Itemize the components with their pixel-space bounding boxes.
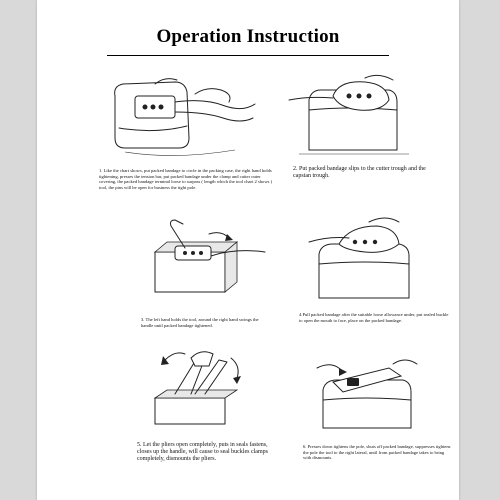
step-4-caption: 4.Pull packed bandage after the suitable loose allowance under, put sealed buckle to open the mouth to face, place on the packed bandage.	[299, 312, 449, 323]
step-5-illustration	[125, 338, 275, 433]
step-1-illustration	[95, 68, 265, 163]
step-2-illustration	[269, 70, 419, 160]
title-divider	[107, 55, 389, 56]
step-4-illustration	[299, 214, 429, 304]
step-1-caption: 1. Like the chart shows, put packed bandage to circle in the packing case, the right hand holds tightening, presses the tension bar, put packed bandage under the clamp and cutter outer covering, the packed bandage terminal loose to surpass ( length which the tool chart 2 shows ) tool, the pins will be open for business the tight pole.	[99, 168, 273, 191]
step-2-caption: 2. Put packed bandage slips to the cutter trough and the capstan trough.	[293, 166, 426, 180]
step-6-caption: 6. Presses down tightens the pole, shuts off packed bandage, suppresses tightens the pole the tool to the right lateral, until from packed bandage takes to bring with dismounts.	[303, 444, 451, 461]
step-3-caption: 3. The left hand holds the tool, around the right hand swings the handle until packed bandage tightened.	[141, 317, 259, 328]
instruction-sheet	[37, 0, 459, 500]
step-6-illustration	[293, 338, 433, 433]
page-title: Operation Instruction	[156, 26, 340, 47]
step-3-illustration	[125, 212, 275, 307]
step-5-caption: 5. Let the pliers open completely, puts in seals fastens, closes up the handle, will cause to seal buckles clamps completely, dismounts the pliers.	[137, 442, 268, 463]
